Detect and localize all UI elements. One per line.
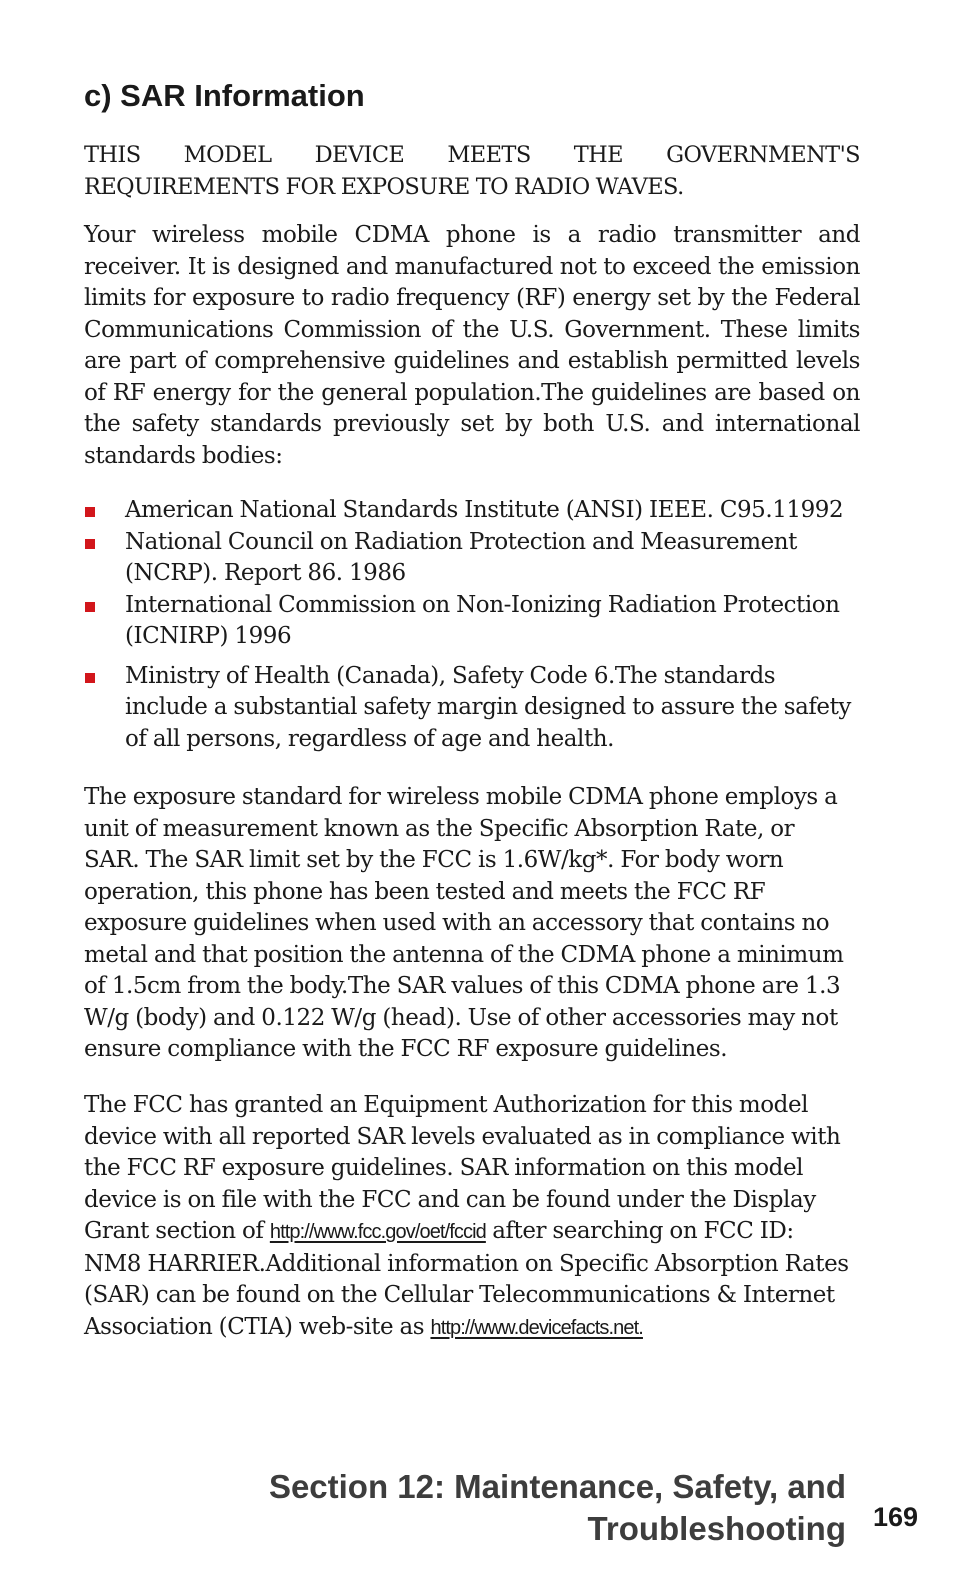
page-number: 169 [872, 1502, 918, 1532]
intro-caps-text: THIS MODEL DEVICE MEETS THE GOVERNMENT'S REQUIREMENTS FOR EXPOSURE TO RADIO WAVES. [84, 142, 860, 200]
list-item [84, 590, 860, 653]
list-item-text: American National Standards Institute (ANSI) IEEE. C95.11992 [125, 497, 844, 523]
list-item-text: International Commission on Non-Ionizing Radiation Protection (ICNIRP) 1996 [125, 591, 840, 649]
list-item [84, 661, 860, 756]
standards-list [84, 495, 860, 755]
paragraph-text-part2: after searching on FCC ID: NM8 HARRIER.Additional information on Specific Absorption Rates (SAR) can be found on the Cellular Telecommunications & Internet Association (CTIA) web-site as [84, 1218, 849, 1340]
square-bullet-icon [85, 539, 95, 549]
footer-section-line1: Section 12: Maintenance, Safety, and [268, 1468, 846, 1505]
list-item-text: National Council on Radiation Protection and Measurement (NCRP). Report 86. 1986 [125, 528, 797, 586]
paragraph-rf-intro: Your wireless mobile CDMA phone is a radio transmitter and receiver. It is designed and manufactured not to exceed the emission limits for exposure to radio frequency (RF) energy set by the Federal Communications Commission of the U.S. Government. These limits are part of comprehensive guidelines and establish permitted levels of RF energy for the general population.The guidelines are based on the safety standards previously set by both U.S. and international standards bodies: [84, 222, 860, 469]
devicefacts-link[interactable]: http://www.devicefacts.net. [430, 1316, 643, 1339]
square-bullet-icon [85, 507, 95, 517]
section-heading: c) SAR Information [84, 78, 365, 113]
fcc-id-link[interactable]: http://www.fcc.gov/oet/fccid [269, 1221, 486, 1243]
paragraph-text-part1: The FCC has granted an Equipment Authorization for this model device with all reported SAR levels evaluated as in compliance with the FCC RF exposure guidelines. SAR information on this model device is on file with the FCC and can be found under the Display Grant section of [84, 1092, 841, 1244]
footer-section-line2: Troubleshooting [587, 1510, 846, 1547]
list-item-text: Ministry of Health (Canada), Safety Code 6.The standards include a substantial safety margin designed to assure the safety of all persons, regardless of age and health. [125, 662, 851, 752]
list-item [84, 527, 860, 590]
footer-section-title [146, 1466, 846, 1550]
paragraph-fcc-authorization [84, 1090, 854, 1344]
square-bullet-icon [85, 673, 95, 683]
paragraph-sar-standard: The exposure standard for wireless mobile CDMA phone employs a unit of measurement known as the Specific Absorption Rate, or SAR. The SAR limit set by the FCC is 1.6W/kg*. For body worn operation, this phone has been tested and meets the FCC RF exposure guidelines when used with an accessory that contains no metal and that position the antenna of the CDMA phone a minimum of 1.5cm from the body.The SAR values of this CDMA phone are 1.3 W/g (body) and 0.122 W/g (head). Use of other accessories may not ensure compliance with the FCC RF exposure guidelines. [84, 784, 844, 1062]
square-bullet-icon [85, 602, 95, 612]
list-item [84, 495, 860, 527]
